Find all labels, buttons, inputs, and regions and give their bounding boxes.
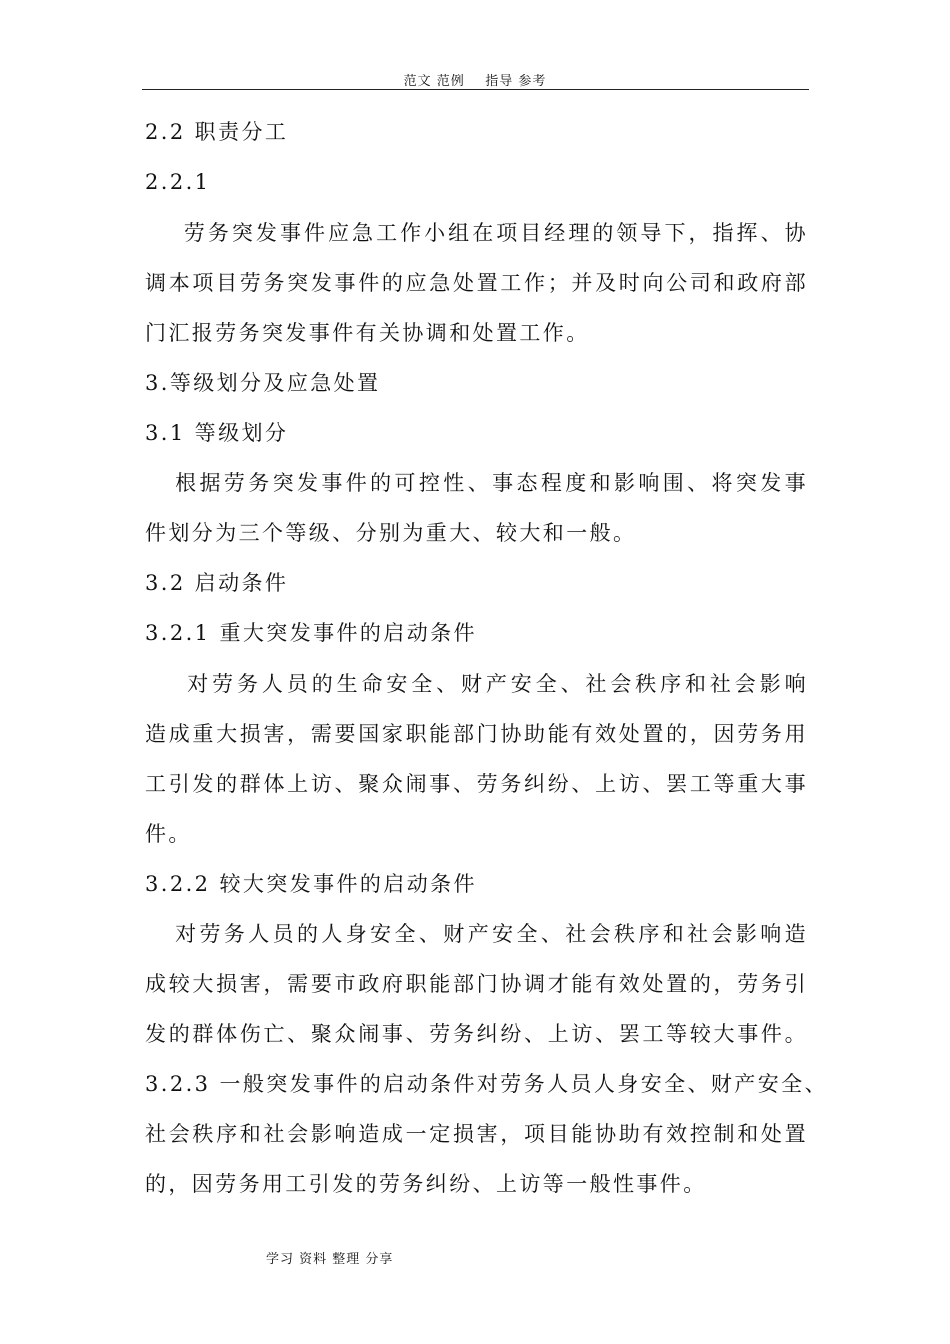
- paragraph-line: 劳务突发事件应急工作小组在项目经理的领导下，指挥、协: [145, 221, 808, 245]
- paragraph-line: 对劳务人员的生命安全、财产安全、社会秩序和社会影响: [145, 672, 808, 696]
- paragraph-line: 社会秩序和社会影响造成一定损害，项目能协助有效控制和处置: [145, 1122, 808, 1146]
- section-heading-3-1: 3.1 等级划分: [145, 421, 289, 445]
- paragraph-line: 工引发的群体上访、聚众闹事、劳务纠纷、上访、罢工等重大事: [145, 772, 808, 796]
- paragraph-line: 发的群体伤亡、聚众闹事、劳务纠纷、上访、罢工等较大事件。: [145, 1022, 808, 1046]
- page-header: 范文 范例 指导 参考: [403, 74, 547, 89]
- paragraph-line: 对劳务人员的人身安全、财产安全、社会秩序和社会影响造: [145, 922, 808, 946]
- paragraph-line: 造成重大损害，需要国家职能部门协助能有效处置的，因劳务用: [145, 722, 808, 746]
- paragraph-line: 根据劳务突发事件的可控性、事态程度和影响围、将突发事: [145, 471, 808, 495]
- section-heading-2-2-1: 2.2.1: [145, 170, 211, 194]
- paragraph-line: 门汇报劳务突发事件有关协调和处置工作。: [145, 321, 590, 345]
- section-heading-2-2: 2.2 职责分工: [145, 120, 289, 144]
- section-heading-3: 3.等级划分及应急处置: [145, 371, 381, 395]
- header-rule: [142, 89, 809, 90]
- paragraph-line: 件划分为三个等级、分别为重大、较大和一般。: [145, 521, 637, 545]
- paragraph-line: 的，因劳务用工引发的劳务纠纷、上访等一般性事件。: [145, 1172, 707, 1196]
- section-heading-3-2: 3.2 启动条件: [145, 571, 289, 595]
- section-heading-3-2-2: 3.2.2 较大突发事件的启动条件: [145, 872, 477, 896]
- page-footer: 学习 资料 整理 分享: [266, 1252, 394, 1267]
- section-heading-3-2-1: 3.2.1 重大突发事件的启动条件: [145, 621, 477, 645]
- paragraph-line: 成较大损害，需要市政府职能部门协调才能有效处置的，劳务引: [145, 972, 808, 996]
- paragraph-line: 调本项目劳务突发事件的应急处置工作；并及时向公司和政府部: [145, 271, 808, 295]
- paragraph-line: 3.2.3 一般突发事件的启动条件对劳务人员人身安全、财产安全、: [145, 1072, 828, 1096]
- paragraph-line: 件。: [145, 822, 192, 846]
